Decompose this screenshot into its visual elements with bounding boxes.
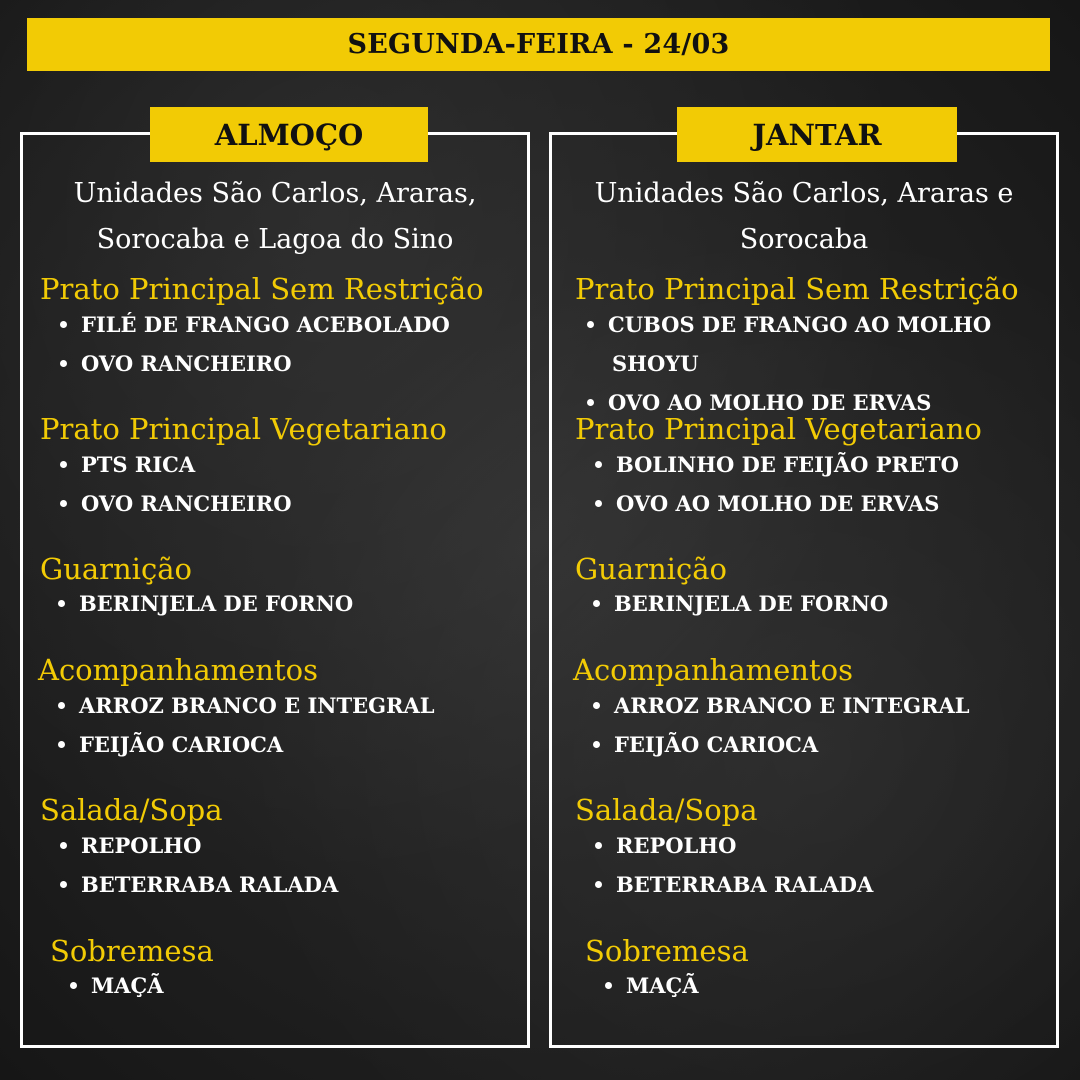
dinner-title-badge (677, 107, 957, 162)
lunch-title-badge (150, 107, 428, 162)
bullet-icon (60, 360, 67, 367)
list-item: OVO AO MOLHO DE ERVAS (595, 491, 939, 516)
bullet-icon (593, 741, 600, 748)
dinner-dessert-title: Sobremesa (585, 934, 749, 968)
lunch-main-title: Prato Principal Sem Restrição (40, 272, 484, 306)
bullet-icon (595, 842, 602, 849)
list-item: FILÉ DE FRANGO ACEBOLADO (60, 312, 450, 337)
lunch-units (23, 171, 527, 263)
dinner-units (552, 171, 1056, 263)
day-banner (27, 18, 1050, 71)
list-item: MAÇÃ (605, 973, 699, 998)
list-item: BETERRABA RALADA (595, 872, 873, 897)
list-item: OVO RANCHEIRO (60, 351, 292, 376)
bullet-icon (595, 881, 602, 888)
lunch-salad-title: Salada/Sopa (40, 793, 223, 827)
list-item: OVO AO MOLHO DE ERVAS (587, 390, 931, 415)
dinner-side-title: Guarnição (575, 552, 727, 586)
list-item: ARROZ BRANCO E INTEGRAL (593, 693, 970, 718)
lunch-side-title: Guarnição (40, 552, 192, 586)
dinner-veg-title: Prato Principal Vegetariano (575, 412, 982, 446)
list-item: ARROZ BRANCO E INTEGRAL (58, 693, 435, 718)
list-item: REPOLHO (595, 833, 736, 858)
lunch-dessert-title: Sobremesa (50, 934, 214, 968)
bullet-icon (587, 321, 594, 328)
lunch-veg-title: Prato Principal Vegetariano (40, 412, 447, 446)
dinner-units-line2: Sorocaba (739, 224, 869, 255)
list-item: OVO RANCHEIRO (60, 491, 292, 516)
lunch-title: ALMOÇO (214, 117, 364, 152)
list-item: BERINJELA DE FORNO (593, 591, 888, 616)
lunch-accomp-title: Acompanhamentos (38, 653, 318, 687)
bullet-icon (58, 702, 65, 709)
bullet-icon (58, 600, 65, 607)
dinner-units-line1: Unidades São Carlos, Araras e (594, 178, 1014, 209)
list-item-continued: SHOYU (612, 351, 699, 376)
bullet-icon (593, 600, 600, 607)
list-item: REPOLHO (60, 833, 201, 858)
dinner-main-title: Prato Principal Sem Restrição (575, 272, 1019, 306)
bullet-icon (595, 461, 602, 468)
list-item: CUBOS DE FRANGO AO MOLHO (587, 312, 991, 337)
bullet-icon (595, 500, 602, 507)
bullet-icon (60, 321, 67, 328)
list-item: MAÇÃ (70, 973, 164, 998)
bullet-icon (70, 982, 77, 989)
bullet-icon (60, 881, 67, 888)
list-item: BOLINHO DE FEIJÃO PRETO (595, 452, 959, 477)
lunch-units-line2: Sorocaba e Lagoa do Sino (96, 224, 454, 255)
list-item: FEIJÃO CARIOCA (58, 732, 283, 757)
bullet-icon (587, 399, 594, 406)
bullet-icon (60, 842, 67, 849)
lunch-units-line1: Unidades São Carlos, Araras, (73, 178, 477, 209)
bullet-icon (58, 741, 65, 748)
list-item: BERINJELA DE FORNO (58, 591, 353, 616)
dinner-title: JANTAR (752, 117, 882, 152)
bullet-icon (60, 461, 67, 468)
lunch-panel (20, 117, 530, 1048)
dinner-salad-title: Salada/Sopa (575, 793, 758, 827)
bullet-icon (593, 702, 600, 709)
bullet-icon (605, 982, 612, 989)
dinner-accomp-title: Acompanhamentos (573, 653, 853, 687)
day-title: SEGUNDA-FEIRA - 24/03 (347, 29, 730, 60)
list-item: PTS RICA (60, 452, 195, 477)
dinner-panel (549, 117, 1059, 1048)
list-item: BETERRABA RALADA (60, 872, 338, 897)
bullet-icon (60, 500, 67, 507)
list-item: FEIJÃO CARIOCA (593, 732, 818, 757)
